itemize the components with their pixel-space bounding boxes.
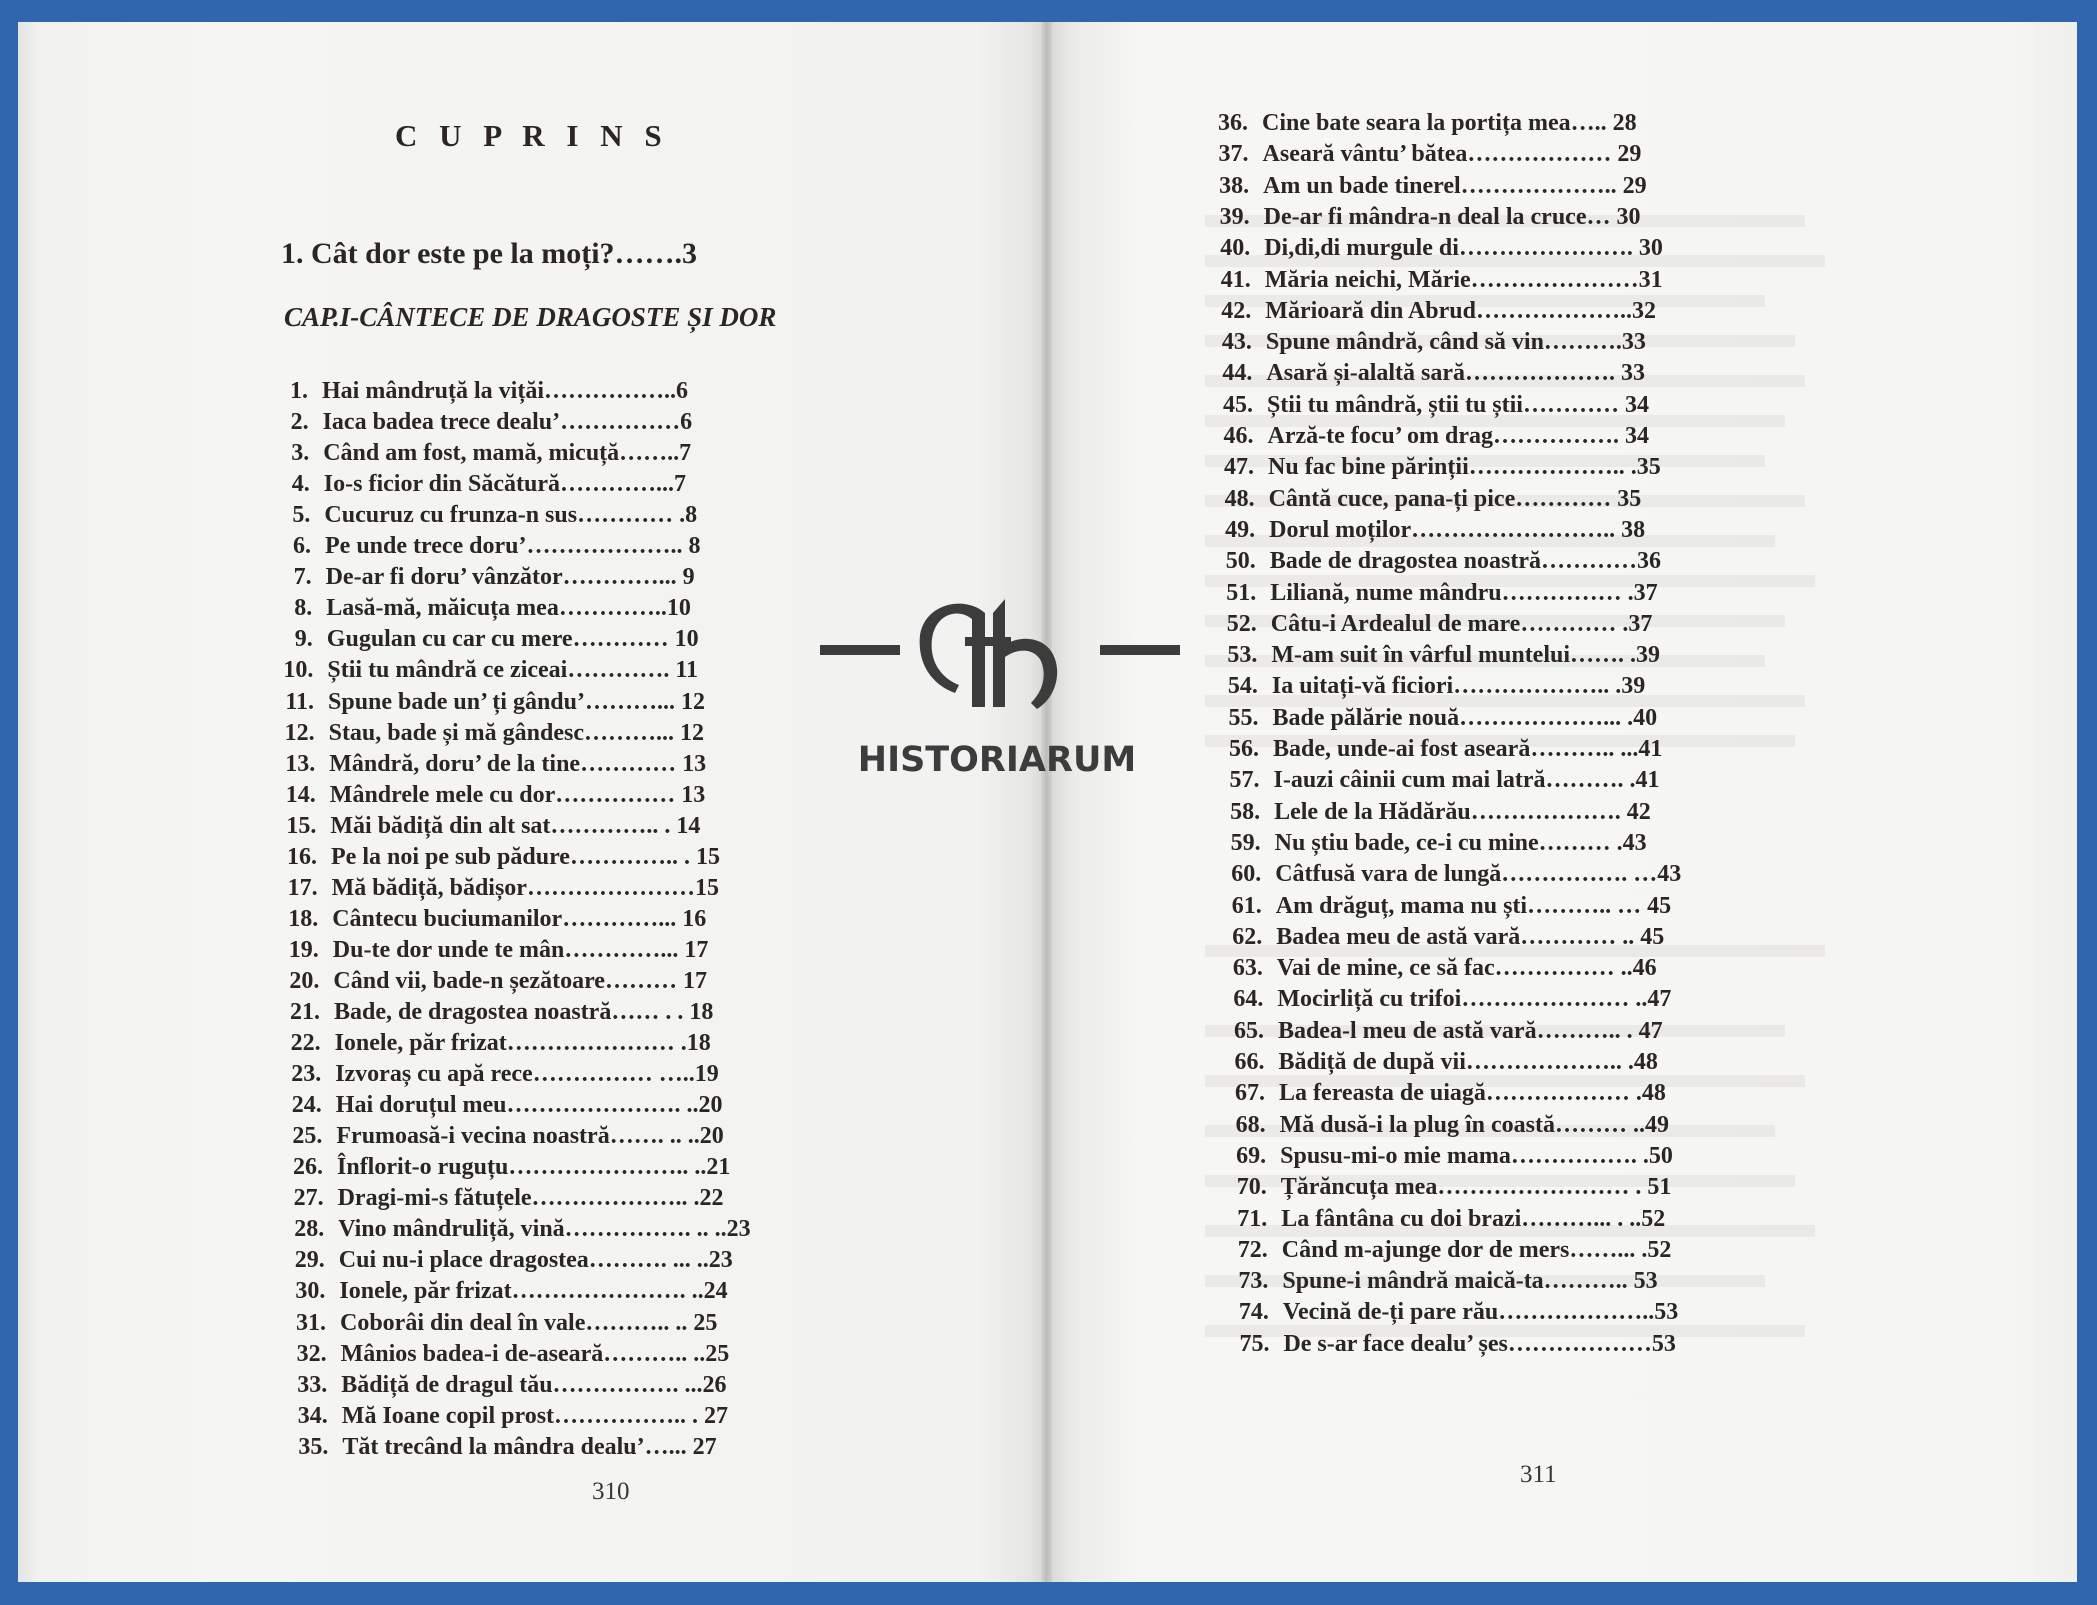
book-gutter [1041,22,1052,1582]
toc-entry-number: 4. [291,471,310,498]
toc-entry-title: Dragi-mi-s fătuțele……………….. .22 [337,1185,724,1212]
toc-entry-title: Când m-ajunge dor de mers……... .52 [1281,1236,1672,1263]
toc-entry-title: Câtu-i Ardealul de mare………… .37 [1270,610,1653,637]
toc-entry-title: Știi tu mândră ce ziceai…………. 11 [327,657,699,684]
toc-entry [279,842,720,873]
toc-entry-title: Ionele, păr frizat………………… .18 [334,1030,711,1057]
toc-entry [1216,703,1657,734]
toc-entry-title: Hai doruțul meu…………………. ..20 [335,1092,723,1119]
toc-entry-title: Spune mândră, când să vin……….33 [1265,329,1646,356]
historiarum-watermark [815,575,1180,785]
toc-entry [287,1245,733,1276]
toc-entry [1223,1078,1666,1109]
toc-entry-title: Aseară vântu’ bătea……………… 29 [1262,141,1642,168]
toc-entry [273,531,701,562]
toc-heading: C U P R I N S [395,118,669,153]
toc-entry-title: Când vii, bade-n șezătoare……… 17 [333,967,707,994]
toc-entry [1209,265,1663,296]
toc-entry-number: 17. [287,874,318,901]
toc-entry [284,1121,723,1152]
toc-entry-number: 46. [1223,423,1254,449]
toc-entry-number: 70. [1236,1174,1267,1201]
toc-entry-title: Bade, unde-ai fost aseară……….. ...41 [1273,736,1663,762]
toc-entry-number: 74. [1238,1299,1269,1326]
toc-entry-number: 13. [285,750,316,777]
toc-entry-number: 66. [1234,1049,1265,1075]
toc-entry [270,376,688,407]
toc-entry-number: 62. [1232,923,1263,950]
toc-entry-title: Lasă-mă, măicuța mea…………..10 [326,595,691,622]
toc-entry-number: 24. [291,1092,322,1119]
toc-entry-title: Pe unde trece doru’……………….. 8 [325,533,701,560]
toc-entry-title: Măi bădiță din alt sat………….. . 14 [330,812,701,839]
toc-entry-number: 44. [1222,360,1253,387]
toc-entry-number: 50. [1225,548,1256,575]
toc-entry-number: 47. [1224,454,1255,481]
toc-entry-number: 33. [297,1371,328,1398]
toc-entry-number: 69. [1236,1142,1267,1169]
toc-entry-title: Badea-l meu de astă vară……….. . 47 [1277,1017,1663,1044]
toc-entry-number: 26. [293,1154,323,1181]
toc-entry-title: Știi tu mândră, știi tu știi………… 34 [1266,391,1649,418]
toc-entry-title: Dorul moților…………………….. 38 [1269,516,1646,543]
toc-entry-number: 36. [1218,110,1248,136]
toc-entry-title: Pe la noi pe sub pădure………….. . 15 [331,843,720,870]
toc-entry-title: Mândră, doru’ de la tine………… 13 [329,750,707,777]
toc-entry [286,1214,751,1245]
toc-entry-number: 41. [1220,266,1251,293]
toc-entry [1221,984,1671,1015]
toc-entry [1226,1235,1672,1266]
toc-entry-number: 53. [1227,642,1258,669]
toc-entry-number: 7. [293,564,312,591]
toc-entry-number: 52. [1226,610,1257,637]
toc-entry [1207,139,1642,170]
toc-entry [1226,1266,1657,1297]
toc-entry [281,935,709,966]
toc-entry-title: Vino mândruliță, vină……………. .. ..23 [338,1216,751,1243]
toc-entry [287,1276,727,1307]
toc-entry-number: 20. [289,967,320,994]
toc-entry [1212,421,1649,452]
toc-entry-title: Bădiță de după vii……………….. .48 [1278,1049,1658,1075]
toc-entry [274,593,691,624]
toc-entry-number: 40. [1220,235,1251,262]
toc-entry-title: Liliană, nume mândru…………… .37 [1270,579,1658,606]
toc-entry-number: 1. [290,378,308,404]
toc-entry-number: 65. [1233,1017,1264,1044]
toc-entry [278,811,700,842]
toc-entry-number: 56. [1229,736,1259,762]
toc-entry-number: 45. [1222,391,1253,418]
toc-entry-number: 48. [1224,485,1255,512]
toc-entry-number: 9. [294,626,313,653]
page-number-right: 311 [1520,1461,1557,1488]
toc-entry [1220,922,1664,953]
toc-entry-number: 71. [1237,1205,1268,1232]
toc-entry-number: 32. [296,1340,327,1367]
toc-entry-title: Vai de mine, ce să fac…………… ..46 [1276,955,1657,982]
toc-entry-title: La fereasta de uiagă……………… .48 [1279,1080,1666,1107]
toc-entry-title: Câtfusă vara de lungă……………. …43 [1275,861,1682,888]
toc-entry-title: Iaca badea trece dealu’……………6 [322,409,693,436]
toc-entry [1217,734,1662,765]
toc-entry-title: De-ar fi doru’ vânzător…………... 9 [325,564,695,591]
toc-entry-number: 67. [1235,1080,1266,1107]
toc-entry-title: Mă Ioane copil prost…………….. . 27 [341,1402,729,1429]
toc-entry [1218,797,1651,828]
toc-entry-title: Gugulan cu car cu mere………… 10 [326,626,699,653]
toc-entry-number: 43. [1221,329,1252,356]
toc-entry-title: Nu știu bade, ce-i cu mine……… .43 [1274,829,1647,856]
toc-entry-title: Vecină de-ți pare rău………………..53 [1282,1299,1679,1326]
toc-entry-title: Cui nu-i place dragostea………. ... ..23 [338,1247,733,1274]
toc-entry [280,904,706,935]
toc-entry [1221,953,1657,984]
toc-entry [1219,828,1647,859]
toc-entry [1218,765,1660,796]
toc-entry [289,1339,730,1370]
toc-entry-title: Izvoraș cu apă rece…………… …..19 [335,1061,719,1088]
toc-entry [1209,296,1656,327]
toc-entry-title: Bade de dragostea noastră…………36 [1269,548,1662,575]
toc-entry [280,873,719,904]
toc-entry-number: 68. [1235,1111,1266,1138]
toc-entry-number: 8. [294,595,313,622]
toc-entry [278,780,706,811]
toc-entry-number: 34. [297,1402,328,1429]
toc-entry-title: Înflorit-o ruguțu………………….. ..21 [337,1154,731,1181]
toc-entry-number: 57. [1229,767,1260,794]
toc-entry-title: Spune bade un’ ți gându’………... 12 [328,688,705,715]
toc-entry [1208,202,1641,233]
toc-entry-title: Când am fost, mamă, micuță……..7 [323,440,692,467]
toc-entry-title: Cine bate seara la portița mea….. 28 [1262,110,1637,136]
toc-entry-number: 58. [1230,798,1261,825]
toc-entry-number: 27. [293,1185,324,1212]
toc-entry-number: 3. [291,440,310,467]
toc-entry-number: 38. [1219,172,1250,199]
toc-entry-number: 31. [296,1309,326,1336]
toc-entry-title: Bade, de dragostea noastră…… . . 18 [334,999,714,1025]
toc-entry-number: 21. [290,999,320,1025]
toc-entry [285,1152,730,1183]
toc-entry [275,655,698,686]
toc-entry [1220,891,1671,922]
toc-entry-number: 35. [298,1433,329,1460]
toc-entry [274,562,695,593]
toc-entry-title: Am drăguț, mama nu ști……….. … 45 [1275,892,1672,919]
toc-entry-title: La fântâna cu doi brazi………... . ..52 [1281,1205,1666,1232]
toc-entry-title: Nu fac bine părinții……………….. .35 [1268,454,1661,481]
toc-entry-title: Badea meu de astă vară………… .. 45 [1276,923,1665,950]
toc-entry-title: Lele de la Hădărău………………. 42 [1274,798,1651,825]
toc-entry [1210,358,1645,389]
toc-entry [1227,1329,1675,1360]
toc-entry-title: Cucuruz cu frunza-n sus………… .8 [324,502,698,529]
toc-entry [290,1432,716,1463]
toc-entry-number: 2. [290,409,309,436]
toc-entry-title: Am un bade tinerel……………….. 29 [1263,172,1647,199]
toc-entry-title: De-ar fi mândra-n deal la cruce… 30 [1263,203,1641,230]
toc-entry-number: 28. [294,1216,325,1243]
toc-entry [282,997,713,1028]
toc-entry-title: Cântă cuce, pana-ți pice………… 35 [1268,485,1642,512]
toc-entry-title: Bădiță de dragul tău……………. ...26 [341,1371,727,1398]
toc-entry [1219,859,1681,890]
toc-entry-title: Mă dusă-i la plug în coastă……… ..49 [1279,1111,1669,1138]
toc-entry [271,438,691,469]
toc-entry [272,500,697,531]
toc-entry-title: Spusu-mi-o mie mama……………. .50 [1280,1142,1673,1169]
toc-entry [290,1401,728,1432]
toc-entry-title: Tăt trecând la mândra dealu’…... 27 [342,1433,717,1460]
toc-entry-number: 73. [1238,1268,1269,1295]
toc-entry-title: Mă bădiță, bădișor…………………15 [331,874,719,901]
toc-entry-title: Țărăncuța mea…………………… . 51 [1280,1174,1672,1201]
toc-entry [1213,515,1645,546]
toc-entry-number: 29. [294,1247,325,1274]
toc-entry [1210,327,1646,358]
toc-entry-number: 37. [1218,141,1249,168]
watermark-text: HISTORIARUM [857,740,1137,780]
toc-entry-number: 10. [283,657,314,684]
toc-entry [283,1028,711,1059]
toc-entry [1225,1204,1665,1235]
toc-entry-title: De s-ar face dealu’ șes………………53 [1283,1330,1676,1357]
toc-entry [276,687,705,718]
toc-entry-number: 75. [1239,1330,1270,1357]
toc-entry-number: 25. [292,1123,323,1150]
toc-entry [1224,1110,1669,1141]
toc-entry-number: 23. [291,1061,322,1088]
toc-entry [1227,1297,1678,1328]
intro-entry: 1. Cât dor este pe la moți?…….3 [281,237,698,270]
toc-entry [1223,1047,1658,1078]
historiarum-logo-icon [815,575,1180,785]
toc-entry [1213,484,1642,515]
toc-entry-number: 39. [1219,203,1250,230]
toc-entry-number: 72. [1237,1236,1268,1263]
toc-entry-title: I-auzi câinii cum mai latră………. .41 [1273,767,1660,794]
toc-entry [1222,1016,1663,1047]
toc-entry [272,469,686,500]
toc-entry-title: Frumoasă-i vecina noastră……. .. ..20 [336,1123,724,1150]
toc-entry-number: 49. [1225,516,1256,543]
toc-entry-number: 59. [1230,829,1261,856]
toc-entry [281,966,707,997]
toc-entry [1214,546,1661,577]
toc-entry [271,407,693,438]
toc-entry-title: Cântecu buciumanilor…………... 16 [332,905,707,932]
toc-entry-title: Du-te dor unde te mân…………... 17 [332,936,709,963]
toc-entry [284,1090,723,1121]
toc-entry [1212,452,1661,483]
toc-entry-title: M-am suit în vârful muntelui……. .39 [1271,642,1661,669]
toc-entry [1216,671,1645,702]
toc-entry-number: 11. [285,688,314,715]
toc-entry-number: 15. [286,812,317,839]
toc-entry-title: Mocirliță cu trifoi………………… ..47 [1277,986,1672,1013]
toc-entry-number: 16. [287,843,317,870]
toc-entry-number: 51. [1226,579,1257,606]
toc-entry-number: 14. [285,781,316,808]
toc-entry-number: 5. [292,502,311,529]
toc-entry-title: Mărioară din Abrud………………..32 [1265,297,1656,324]
toc-entry [1208,233,1663,264]
toc-entry-number: 22. [290,1030,321,1057]
toc-entry [283,1059,719,1090]
toc-entry [286,1183,724,1214]
chapter-title: CAP.I-CÂNTECE DE DRAGOSTE ȘI DOR [284,302,777,332]
toc-entry-title: Mânios badea-i de-aseară……….. ..25 [340,1340,730,1367]
toc-entry-title: Spune-i mândră maică-ta……….. 53 [1282,1268,1658,1295]
toc-entry-number: 6. [293,533,311,560]
toc-entry-title: Ia uitați-vă ficiori……………….. .39 [1271,673,1646,700]
toc-entry-title: Măria neichi, Mărie…………………31 [1264,266,1663,293]
toc-entry-title: Arză-te focu’ om drag……………. 34 [1267,423,1649,449]
toc-entry-number: 63. [1232,955,1263,982]
toc-entry-number: 60. [1231,861,1262,888]
toc-entry-title: Io-s ficior din Săcătură…………...7 [323,471,687,498]
toc-entry-number: 54. [1227,673,1258,700]
toc-entry [288,1308,717,1339]
toc-entry [289,1370,726,1401]
toc-entry [275,624,699,655]
toc-entry [1215,609,1653,640]
toc-entry [1214,578,1657,609]
toc-entry-title: Di,di,di murgule di…………………. 30 [1264,235,1663,262]
toc-entry [1215,640,1660,671]
toc-entry-number: 12. [284,719,315,746]
toc-entry-number: 19. [288,936,319,963]
toc-entry-number: 55. [1228,704,1259,731]
toc-entry-title: Hai mândruță la vițăi……………..6 [322,378,689,404]
toc-entry-title: Asară și-alaltă sară………………. 33 [1266,360,1646,387]
toc-entry [277,718,704,749]
toc-entry-number: 64. [1233,986,1264,1013]
toc-entry-title: Ionele, păr frizat…………………. ..24 [339,1278,728,1305]
toc-entry-number: 61. [1231,892,1262,919]
toc-entry [277,749,706,780]
toc-entry [1224,1141,1673,1172]
toc-entry [1206,108,1637,139]
page-number-left: 310 [592,1478,630,1505]
toc-entry [1211,390,1649,421]
toc-entry-title: Bade pălărie nouă………………... .40 [1272,704,1658,731]
toc-entry [1225,1172,1672,1203]
toc-entry-title: Mândrele mele cu dor…………… 13 [329,781,706,808]
toc-entry-number: 30. [295,1278,326,1305]
toc-entry-title: Coborâi din deal în vale……….. .. 25 [340,1309,718,1336]
toc-entry-title: Stau, bade și mă gândesc………... 12 [328,719,704,746]
toc-entry-number: 18. [288,905,319,932]
toc-entry-number: 42. [1221,297,1252,324]
toc-entry [1207,171,1647,202]
